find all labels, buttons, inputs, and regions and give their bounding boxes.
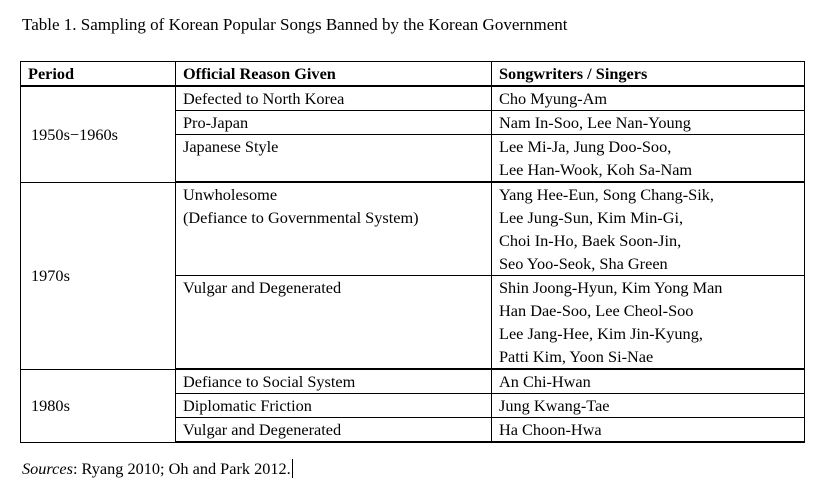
reason-line: Defiance to Social System <box>183 372 356 391</box>
artist-line: Choi In-Ho, Baek Soon-Jin, <box>499 231 682 250</box>
artists-cell <box>492 111 805 135</box>
artist-line: Lee Mi-Ja, Jung Doo-Soo, <box>499 137 672 156</box>
artist-line: Shin Joong-Hyun, Kim Yong Man <box>499 278 723 297</box>
reason-cell <box>176 86 492 111</box>
table-row <box>21 182 805 276</box>
artist-line: Patti Kim, Yoon Si-Nae <box>499 347 654 366</box>
artists-cell <box>492 86 805 111</box>
banned-songs-table <box>20 61 805 443</box>
artist-line: Lee Jang-Hee, Kim Jin-Kyung, <box>499 324 703 343</box>
table-row <box>21 86 805 111</box>
artist-line: Cho Myung-Am <box>499 89 608 108</box>
reason-line: Vulgar and Degenerated <box>183 278 342 297</box>
table-body <box>21 86 805 442</box>
sources-note <box>22 458 293 480</box>
reason-line: Unwholesome <box>183 185 278 204</box>
artists-cell <box>492 394 805 418</box>
reason-line: Vulgar and Degenerated <box>183 420 342 439</box>
artist-line: Lee Jung-Sun, Kim Min-Gi, <box>499 208 684 227</box>
sources-text: : Ryang 2010; Oh and Park 2012. <box>72 459 291 478</box>
header-artists: Songwriters / Singers <box>492 62 805 87</box>
header-reason: Official Reason Given <box>176 62 492 87</box>
artist-line: Yang Hee-Eun, Song Chang-Sik, <box>499 185 714 204</box>
artists-cell <box>492 276 805 370</box>
table-caption: Table 1. Sampling of Korean Popular Songs Banned by the Korean Government <box>22 15 568 34</box>
period-cell: 1970s <box>21 182 176 369</box>
table-row <box>21 369 805 394</box>
artists-cell <box>492 369 805 394</box>
reason-line: Defected to North Korea <box>183 89 345 108</box>
artist-line: Ha Choon-Hwa <box>499 420 602 439</box>
reason-line: Japanese Style <box>183 137 279 156</box>
artists-cell <box>492 182 805 276</box>
artists-cell <box>492 418 805 443</box>
reason-cell <box>176 135 492 183</box>
reason-cell <box>176 182 492 276</box>
artist-line: Jung Kwang-Tae <box>499 396 610 415</box>
reason-cell <box>176 276 492 370</box>
period-cell: 1950s−1960s <box>21 86 176 182</box>
reason-line: (Defiance to Governmental System) <box>183 208 419 227</box>
text-cursor <box>292 459 293 478</box>
artist-line: Lee Han-Wook, Koh Sa-Nam <box>499 160 693 179</box>
artist-line: Seo Yoo-Seok, Sha Green <box>499 254 668 273</box>
sources-label: Sources <box>22 459 73 478</box>
artists-cell <box>492 135 805 183</box>
reason-cell <box>176 394 492 418</box>
header-period: Period <box>21 62 176 87</box>
reason-cell <box>176 418 492 443</box>
reason-line: Pro-Japan <box>183 113 249 132</box>
reason-cell <box>176 369 492 394</box>
reason-line: Diplomatic Friction <box>183 396 312 415</box>
artist-line: An Chi-Hwan <box>499 372 591 391</box>
period-cell: 1980s <box>21 369 176 442</box>
reason-cell <box>176 111 492 135</box>
artist-line: Han Dae-Soo, Lee Cheol-Soo <box>499 301 694 320</box>
table-header-row <box>21 62 805 87</box>
artist-line: Nam In-Soo, Lee Nan-Young <box>499 113 691 132</box>
